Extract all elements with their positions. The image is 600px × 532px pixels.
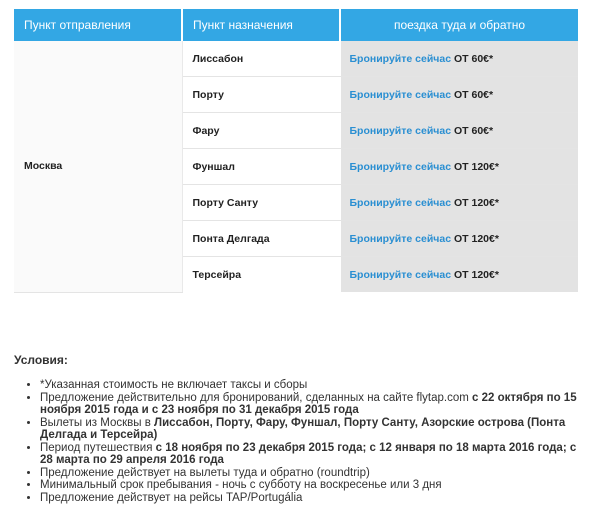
- price-amount: ОТ 120€*: [453, 196, 499, 209]
- book-now-link[interactable]: Бронируйте сейчас: [349, 88, 452, 101]
- condition-text-bold: с 18 ноября по 23 декабря 2015 года; с 12 января по 18 марта 2016 года; с 28 марта по 29 апреля 2016 года: [40, 441, 577, 466]
- condition-item: [40, 417, 586, 442]
- header-destination: Пункт назначения: [182, 9, 340, 41]
- price-cell: [340, 149, 578, 185]
- price-amount: ОТ 120€*: [453, 160, 499, 173]
- condition-text: Вылеты из Москвы в: [40, 416, 155, 429]
- destination-cell: Терсейра: [182, 257, 340, 293]
- book-now-link[interactable]: Бронируйте сейчас: [349, 268, 452, 281]
- fares-table-body: [14, 41, 578, 292]
- book-now-link[interactable]: Бронируйте сейчас: [349, 124, 452, 137]
- price-cell: [340, 77, 578, 113]
- price-amount: ОТ 120€*: [453, 268, 499, 281]
- condition-text: Период путешествия: [40, 441, 156, 454]
- origin-cell: Москва: [14, 41, 182, 292]
- conditions-section: [14, 353, 586, 504]
- book-now-link[interactable]: Бронируйте сейчас: [349, 160, 452, 173]
- price-cell: [340, 185, 578, 221]
- price-cell: [340, 257, 578, 293]
- condition-item: [40, 467, 586, 480]
- condition-text: Предложение действует на вылеты туда и обратно (roundtrip): [40, 466, 370, 479]
- book-now-link[interactable]: Бронируйте сейчас: [349, 196, 452, 209]
- destination-cell: Порту Санту: [182, 185, 340, 221]
- price-amount: ОТ 60€*: [453, 124, 494, 137]
- price-cell: [340, 113, 578, 149]
- conditions-list: [14, 379, 586, 504]
- price-cell: [340, 221, 578, 257]
- price-amount: ОТ 60€*: [453, 88, 494, 101]
- condition-item: [40, 479, 586, 492]
- book-now-link[interactable]: Бронируйте сейчас: [349, 232, 452, 245]
- condition-text-bold: Лиссабон, Порту, Фару, Фуншал, Порту Санту, Азорские острова (Понта Делгада и Терсейра): [40, 416, 566, 441]
- price-amount: ОТ 60€*: [453, 52, 494, 65]
- condition-item: [40, 392, 586, 417]
- destination-cell: Порту: [182, 77, 340, 113]
- conditions-title: Условия:: [14, 353, 68, 367]
- price-amount: ОТ 120€*: [453, 232, 499, 245]
- condition-text: Минимальный срок пребывания - ночь с субботу на воскресенье или 3 дня: [40, 479, 442, 491]
- destination-cell: Фару: [182, 113, 340, 149]
- fares-table-container: [14, 9, 578, 293]
- destination-cell: Понта Делгада: [182, 221, 340, 257]
- fares-table: [14, 9, 578, 293]
- condition-item: [40, 442, 586, 467]
- destination-cell: Фуншал: [182, 149, 340, 185]
- destination-cell: Лиссабон: [182, 41, 340, 77]
- condition-text: *Указанная стоимость не включает таксы и сборы: [40, 379, 308, 391]
- condition-item: [40, 379, 586, 392]
- condition-text-bold: с 22 октября по 15 ноября 2015 года и с 23 ноября по 31 декабря 2015 года: [40, 391, 577, 416]
- condition-item: [40, 492, 586, 505]
- book-now-link[interactable]: Бронируйте сейчас: [349, 52, 452, 65]
- condition-text: Предложение действует на рейсы TAP/Portugália: [40, 491, 303, 504]
- header-roundtrip: поездка туда и обратно: [340, 9, 578, 41]
- price-cell: [340, 41, 578, 77]
- table-header-row: [14, 9, 578, 41]
- header-origin: Пункт отправления: [14, 9, 182, 41]
- table-row: [14, 41, 578, 77]
- condition-text: Предложение действительно для бронирований, сделанных на сайте flytap.com: [40, 391, 473, 404]
